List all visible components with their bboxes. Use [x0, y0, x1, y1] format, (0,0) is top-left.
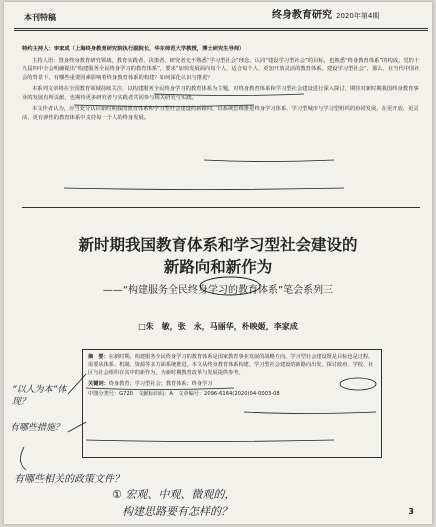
keywords-label: 关键词： — [88, 380, 109, 387]
arrow-mark — [68, 422, 86, 432]
article-title-line2: 新路向和新作为 — [163, 257, 273, 276]
handwritten-note: ① 宏观、中观、微观的， — [112, 488, 236, 501]
author-list: □朱 敏，张 永，马丽华，朴映姬，李家成 — [138, 322, 298, 331]
keywords-text: 终身教育；学习型社会；教育体系；终身学习 — [108, 380, 213, 387]
article-title-line1: 新时期我国教育体系和学习型社会建设的 — [78, 235, 358, 254]
issue-label: 2020年第4期 — [336, 12, 380, 20]
underline-mark — [86, 440, 334, 442]
intro-paragraph: 本文作者认为，应当充分认识新时期我国教育体系和学习型社会建设的新路向，以系统思维推进终身学习体系、学习型城市与学习型组织的协同发展，在更开放、更灵活、更有弹性的教育体系中支持每一个人的终身发展。 — [22, 106, 419, 121]
page-number: 3 — [408, 507, 414, 516]
arrow-mark — [68, 374, 86, 394]
underline-mark — [86, 388, 234, 390]
intro-paragraph: 主持人语：置身终身教育研究领域，教育实践者、决策者、研究者无不熟悉“学习型社会”理念，认同“建设学习型社会”的目标，也熟悉“终身教育体系”的构成。党的十九届四中全会明确提出“构建服务全民终身学习的教育体系”，要求“加快发展面向每个人、适合每个人、更加开放灵活的教育体系，建设学习型社会”，那么，在当代中国社会的背景下，有哪些重要因素影响着终身教育体系的构建？如何深化认识与推进？ — [22, 57, 420, 81]
circle-mark — [200, 277, 260, 295]
abstract-label: 摘 要： — [88, 354, 109, 360]
underline-mark — [74, 105, 254, 107]
underline-mark — [244, 412, 376, 414]
classification-info: 中图分类号：G720 文献标识码：A 文章编号：2096-6164(2020)04-0003-08 — [88, 390, 280, 397]
handwritten-note: 有哪些相关的政策文件？ — [14, 474, 124, 485]
handwritten-note: “以人为本”体现？ — [12, 385, 67, 407]
underline-mark — [64, 188, 344, 190]
abstract-text: 在新时期，构建服务全民终身学习的教育体系是国家教育事业发展的战略方向。学习型社会建设既是目标也是过程，需要从体系、机制、资源等多方面系统推进。本文从终身教育体系构建、学习型社会建设的新路向出发，探讨政府、学校、社区与社会组织在其中的新作为，为新时期教育改革与发展提供参考。 — [88, 354, 374, 377]
section-label: 本刊特稿 — [24, 13, 56, 22]
host-lead: 特约主持人：李家成（上海终身教育研究院执行副院长，华东师范大学教授，博士研究生导师） — [22, 46, 245, 52]
underline-mark — [154, 94, 304, 96]
pen-markings — [4, 2, 432, 524]
article-subtitle: ——“构建服务全民终身学习的教育体系”笔会系列三 — [102, 285, 334, 296]
journal-page — [4, 2, 432, 524]
underline-mark — [204, 160, 334, 162]
bracket-mark — [20, 447, 26, 470]
journal-name: 终身教育研究 — [272, 10, 332, 21]
handwritten-note: 有哪些措施？ — [10, 423, 65, 433]
intro-paragraph: 本系列文章将在全国教育领域持续关注，以构建服务全民终身学习的教育体系为主题，对终身教育体系和学习型社会建设进行深入探讨，期待对新时期我国终身教育事业的发展有所贡献，也期待更多研究者与实践者共同参与相关研究与实践。 — [22, 86, 419, 101]
circle-mark — [340, 378, 376, 390]
handwritten-note: 构建思路要有怎样的？ — [122, 505, 232, 518]
